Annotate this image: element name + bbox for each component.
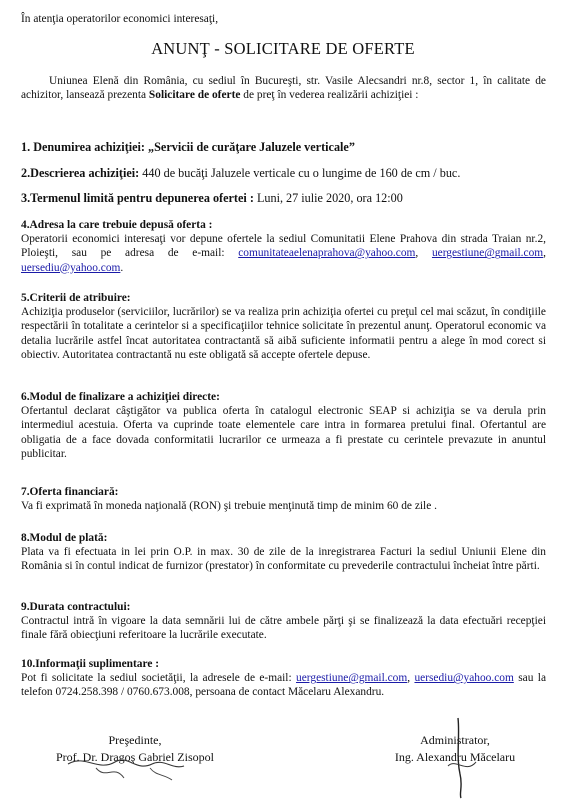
section-6-text: Ofertantul declarat câştigător va publica oferta în catalogul electronic SEAP si achiziţia se va derula prin intermediul acestuia. Oferta va cuprinde toate elementele care intra in formarea pretului final. Ofertantul are obligatia de a face dovada conformitatii lucrarilor ce urmeaza a fi prestate cu cerintele prevazute in anuntul publicitar. xyxy=(21,405,546,460)
section-1-label: 1. Denumirea achiziţiei: xyxy=(21,140,145,154)
intro-bold: Solicitare de oferte xyxy=(148,89,241,102)
section-9 xyxy=(21,600,546,643)
separator: , xyxy=(415,247,432,260)
section-2-value: 440 de bucăţi Jaluzele verticale cu o lungime de 160 de cm / buc. xyxy=(139,166,461,180)
handwritten-signature-left xyxy=(60,728,210,783)
intro-text-2: de preţ în vederea realizării achiziţiei : xyxy=(240,89,419,102)
section-4-text xyxy=(21,232,546,275)
section-10-label: 10.Informaţii suplimentare : xyxy=(21,658,160,670)
section-4-label: 4.Adresa la care trebuie depusă oferta : xyxy=(21,219,213,231)
section-1-value: „Servicii de curăţare Jaluzele verticale” xyxy=(145,140,355,154)
section-1 xyxy=(21,140,546,154)
section-3 xyxy=(21,191,546,205)
section-2-label: 2.Descrierea achiziţiei: xyxy=(21,166,140,180)
section-9-label: 9.Durata contractului: xyxy=(21,601,131,613)
section-8-label: 8.Modul de plată: xyxy=(21,532,108,544)
signature-left-name: Prof. Dr. Dragoş Gabriel Zisopol xyxy=(56,750,214,764)
section-9-text: Contractul intră în vigoare la data semnării lui de către ambele părţi şi se finalizează la data efectuări recepţiei finale fără obiecţiuni referitoare la lucrările executate. xyxy=(21,615,546,642)
section-5-label: 5.Criterii de atribuire: xyxy=(21,292,131,304)
signature-left-role: Preşedinte, xyxy=(108,733,162,747)
intro-paragraph xyxy=(21,74,546,102)
separator: , xyxy=(543,247,546,260)
section-2 xyxy=(21,166,546,180)
section-5-text: Achiziţia produselor (serviciilor, lucrărilor) se va realiza prin achiziţia ofertei cu preţul cel mai scăzut, în condiţiile respectării în totalitate a cerintelor si a specificaţiilor tehnice solicitate în prezentul anunţ. Operatorul economic va detalia lucrările astfel încat autoritatea contractantă să aibă suficiente informatii pentru a alege în mod corect si obiectiv. Autoritatea contractantă nu este obligată să accepte ofertele depuse. xyxy=(21,306,546,361)
section-6 xyxy=(21,390,546,461)
section-4-body: Operatorii economici interesaţi vor depune ofertele la sediul Comunitatii Elene Prahova din strada Traian nr.2, Ploieşti, sau pe adresa de e-mail: xyxy=(21,233,546,260)
email-link-sediu[interactable]: uersediu@yahoo.com xyxy=(21,261,121,274)
section-7 xyxy=(21,485,546,513)
email-link-prahova[interactable]: comunitateaelenaprahova@yahoo.com xyxy=(238,247,416,260)
section-6-label: 6.Modul de finalizare a achiziţiei directe: xyxy=(21,391,220,403)
handwritten-signature-right xyxy=(430,712,500,800)
greeting: În atenţia operatorilor economici interesaţi, xyxy=(21,13,219,25)
section-10-contact: sau la telefon 0724.258.398 / 0760.673.008, persoana de contact Măcelaru Alexandru. xyxy=(21,672,546,699)
separator: , xyxy=(407,672,415,685)
email-link-gestiune[interactable]: uergestiune@gmail.com xyxy=(431,247,544,260)
section-3-label: 3.Termenul limită pentru depunerea ofertei : xyxy=(21,191,254,205)
section-3-value: Luni, 27 iulie 2020, ora 12:00 xyxy=(253,191,403,205)
section-4 xyxy=(21,218,546,275)
section-5 xyxy=(21,291,546,362)
section-7-label: 7.Oferta financiară: xyxy=(21,486,119,498)
email-link-sediu-2[interactable]: uersediu@yahoo.com xyxy=(414,672,514,685)
section-7-text: Va fi exprimată în moneda naţională (RON) şi trebuie menţinută timp de minim 60 de zile . xyxy=(21,500,437,513)
signature-right-role: Administrator, xyxy=(420,733,490,747)
intro-text-1: Uniunea Elenă din România, cu sediul în Bucureşti, str. Vasile Alecsandri nr.8, sector 1, în calitate de achizitor, lansează prezenta xyxy=(21,75,546,102)
email-link-gestiune-2[interactable]: uergestiune@gmail.com xyxy=(296,672,408,685)
section-8 xyxy=(21,531,546,574)
page-title: ANUNŢ - SOLICITARE DE OFERTE xyxy=(151,39,415,58)
section-10-text xyxy=(21,671,546,699)
section-8-text: Plata va fi efectuata in lei prin O.P. in max. 30 de zile de la inregistrarea Facturi la sediul Uniunii Elene din România si în contul indicat de furnizor (prestator) în conformitate cu prevederile contractului încheiat între părti. xyxy=(21,546,546,573)
section-10 xyxy=(21,657,546,700)
signature-right-name: Ing. Alexandru Măcelaru xyxy=(394,750,516,764)
separator: . xyxy=(120,261,124,274)
section-10-body: Pot fi solicitate la sediul societăţii, la adresele de e-mail: xyxy=(21,672,297,685)
